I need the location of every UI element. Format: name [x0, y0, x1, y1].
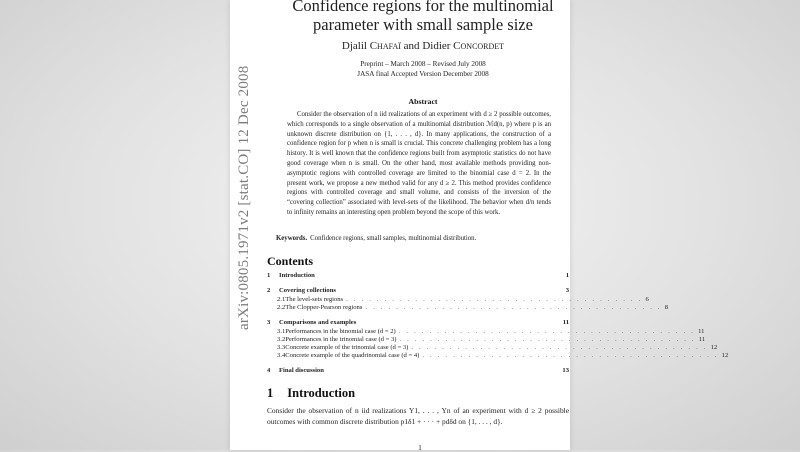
title-line-1: Confidence regions for the multinomial [292, 0, 554, 15]
toc-section-number: 2 [267, 287, 271, 294]
toc-leader-dots: . . . . . . . . . . . . . . . . . . . . . . . . . . . . . . . . . . . . . . . [398, 328, 696, 335]
toc-subsection[interactable] [267, 304, 669, 311]
toc-section-title: Comparisons and examples [279, 319, 357, 326]
toc-subsection[interactable] [267, 328, 705, 335]
table-of-contents [267, 272, 729, 374]
toc-subsection-page: 8 [664, 304, 669, 311]
toc-subsection-page: 11 [698, 328, 705, 335]
paper-title [258, 0, 588, 34]
toc-section-number: 1 [267, 272, 271, 279]
toc-subsection-page: 6 [645, 296, 649, 303]
toc-subsection-page: 12 [721, 352, 729, 359]
introduction-text: Consider the observation of n iid realizations Y1, . . . , Yn of an experiment with d ≥ 2 possible outcomes with common discrete distribution p1δ1 + · · · + pdδd on {1, . . . , d}. [267, 406, 569, 426]
toc-section-page: 13 [562, 367, 569, 374]
toc-section[interactable] [267, 367, 569, 374]
toc-subsection-page: 12 [710, 344, 718, 351]
toc-subsection-title: The level-sets regions [285, 296, 344, 303]
toc-section-title: Covering collections [279, 287, 336, 294]
toc-section-page: 1 [565, 272, 569, 279]
toc-subsection[interactable] [267, 344, 718, 351]
author1-first: Djalil [341, 40, 367, 52]
toc-section[interactable] [267, 319, 569, 326]
section-heading-introduction [267, 386, 369, 401]
toc-leader-dots: . . . . . . . . . . . . . . . . . . . . . . . . . . . . . . . . . . . . . . . [411, 344, 708, 351]
toc-section-page: 11 [562, 319, 569, 326]
toc-subsection-number: 3.3 [277, 344, 286, 351]
dates-line-1: Preprint – March 2008 – Revised July 2008 [360, 60, 486, 68]
toc-leader-dots: . . . . . . . . . . . . . . . . . . . . . . . . . . . . . . . . . . . . . . . [365, 304, 662, 311]
author1-last: Chafaï [369, 40, 401, 52]
toc-subsection-number: 3.2 [277, 336, 286, 343]
toc-subsection-title: The Clopper-Pearson regions [285, 304, 363, 311]
toc-subsection-title: Performances in the trinomial case (d = 3) [285, 336, 397, 343]
abstract-heading: Abstract [408, 97, 438, 106]
toc-section-title: Final discussion [279, 367, 324, 374]
toc-subsection-number: 2.1 [277, 296, 286, 303]
toc-subsection[interactable] [267, 336, 706, 343]
toc-subsection-number: 2.2 [277, 304, 286, 311]
toc-subsection-title: Performances in the binomial case (d = 2) [285, 328, 396, 335]
toc-subsection[interactable] [267, 296, 649, 303]
section-number: 1 [267, 386, 274, 400]
toc-section-number: 4 [267, 367, 271, 374]
toc-section-title: Introduction [279, 272, 315, 279]
toc-section[interactable] [267, 272, 569, 279]
title-line-2: parameter with small sample size [313, 15, 533, 34]
section-title: Introduction [287, 386, 356, 400]
toc-subsection-title: Concrete example of the quadrinomial case (d = 4) [285, 352, 420, 359]
dates-line-2: JASA final Accepted Version December 2008 [357, 69, 489, 78]
toc-subsection[interactable] [267, 352, 729, 359]
toc-subsection-page: 11 [698, 336, 706, 343]
toc-subsection-number: 3.4 [277, 352, 286, 359]
author-and: and [403, 40, 420, 52]
toc-subsection-number: 3.1 [277, 328, 286, 335]
version-dates [258, 60, 588, 79]
author2-last: Concordet [453, 40, 505, 52]
abstract-text: Consider the observation of n iid realizations of an experiment with d ≥ 2 possible outcomes, which corresponds to a single observation of a multinomial distribution ℳd(n, p) where p is an unknown discrete distribution on {1, . . . , d}. In many applications, the construction of a confidence region for p when n is small is crucial. This concrete challenging problem has a long history. It is well known that the confidence regions built from asymptotic statistics do not have good coverage when n is small. On the other hand, most available methods providing non-asymptotic regions with controlled coverage are limited to the binomial case d = 2. In the present work, we propose a new method valid for any d ≥ 2. This method provides confidence regions with controlled coverage and small volume, and consists of the inversion of the “covering collection” associated with level-sets of the likelihood. The behavior when d/n tends to infinity remains an interesting open problem beyond the scope of this work. [287, 111, 551, 216]
toc-subsection-title: Concrete example of the trinomial case (d = 3) [285, 344, 409, 351]
contents-heading: Contents [267, 254, 314, 268]
toc-section-page: 3 [565, 287, 569, 294]
keywords-label: Keywords. [276, 235, 308, 242]
toc-leader-dots: . . . . . . . . . . . . . . . . . . . . . . . . . . . . . . . . . . . . . . . [346, 296, 643, 303]
keywords [276, 235, 556, 242]
toc-section[interactable] [267, 287, 569, 294]
toc-leader-dots: . . . . . . . . . . . . . . . . . . . . . . . . . . . . . . . . . . . . . . . [399, 336, 696, 343]
keywords-text: Confidence regions, small samples, multinomial distribution. [310, 235, 477, 242]
arxiv-stamp: arXiv:0805.1971v2 [stat.CO] 12 Dec 2008 [236, 65, 252, 330]
page-number: 1 [418, 443, 422, 452]
author2-first: Didier [422, 40, 451, 52]
toc-section-number: 3 [267, 319, 271, 326]
toc-leader-dots: . . . . . . . . . . . . . . . . . . . . . . . . . . . . . . . . . . . . . . . [422, 352, 719, 359]
authors [258, 40, 588, 52]
